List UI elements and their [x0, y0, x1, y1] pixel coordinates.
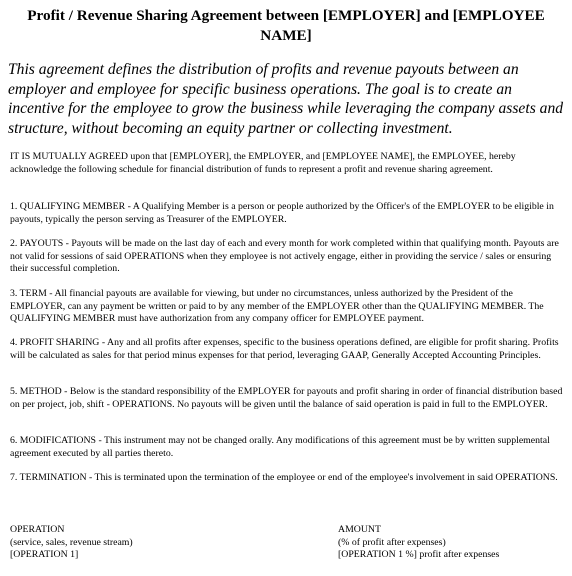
amount-subheading: (% of profit after expenses) — [338, 536, 446, 548]
section-payouts: 2. PAYOUTS - Payouts will be made on the last day of each and every month for work completed within that qualifying month. Payouts are not valid for sessions of said OPERATIONS when they employee is not actively engage, either in providing the service / sales or ensuring their successful completion. — [10, 238, 559, 274]
amount-column — [338, 524, 499, 562]
section-method: 5. METHOD - Below is the standard responsibility of the EMPLOYER for payouts and profit sharing in order of financial distribution based on per project, job, shift - OPERATIONS. No payouts will be given until the balance of said operation is paid in full to the EMPLOYER. — [10, 386, 563, 410]
intro-paragraph: This agreement defines the distribution of profits and revenue payouts between an employer and employee for specific business operations. The goal is to create an incentive for the employee to grow the business while leveraging the company assets and structure, without becoming an equity partner or collecting investment. — [8, 61, 564, 137]
section-profit-sharing: 4. PROFIT SHARING - Any and all profits after expenses, specific to the business operations defined, are eligible for profit sharing. Profits will be calculated as sales for that period minus expenses for that period, leveraging GAAP, Generally Accepted Accounting Principles. — [10, 337, 559, 361]
section-termination: 7. TERMINATION - This is terminated upon the termination of the employee or end of the employee's involvement in said OPERATIONS. — [10, 472, 558, 483]
amount-entry: [OPERATION 1 %] profit after expenses — [338, 549, 500, 561]
preamble-paragraph: IT IS MUTUALLY AGREED upon that [EMPLOYER], the EMPLOYER, and [EMPLOYEE NAME], the EMPLOYEE, hereby acknowledge the following schedule for financial distribution of funds to represent a profit and revenue sharing agreement. — [10, 151, 516, 175]
operation-entry: [OPERATION 1] — [10, 549, 79, 561]
operation-subheading: (service, sales, revenue stream) — [10, 536, 133, 548]
operation-column — [10, 524, 133, 562]
section-qualifying-member: 1. QUALIFYING MEMBER - A Qualifying Member is a person or people authorized by the Officer's of the EMPLOYER to be eligible in payouts, typically the person serving as Treasurer of the EMPLOYER. — [10, 201, 554, 225]
section-term: 3. TERM - All financial payouts are available for viewing, but under no circumstances, unless authorized by the President of the EMPLOYER, can any payment be written or paid to by any member of the EMPLOYER other than the QUALIFYING MEMBER. The QUALIFYING MEMBER must have authorization from any company officer for EMPLOYEE payment. — [10, 288, 544, 324]
amount-heading: AMOUNT — [338, 524, 381, 535]
document-title: Profit / Revenue Sharing Agreement between [EMPLOYER] and [EMPLOYEE NAME] — [27, 7, 545, 44]
operation-heading: OPERATION — [10, 524, 65, 535]
section-modifications: 6. MODIFICATIONS - This instrument may not be changed orally. Any modifications of this agreement must be by written supplemental agreement executed by all parties thereto. — [10, 435, 550, 459]
